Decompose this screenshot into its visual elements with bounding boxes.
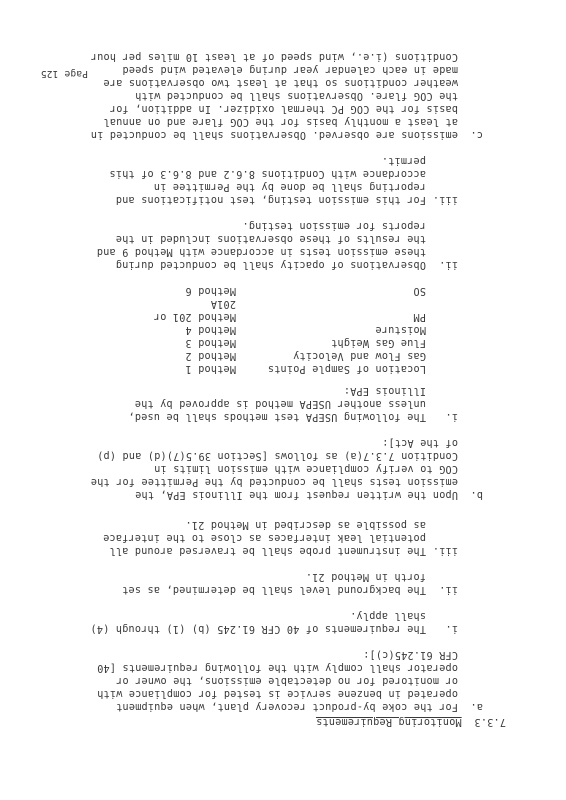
section-7-3-3-heading: 7.3.3 Monitoring Requirements xyxy=(315,716,506,727)
para-b-iii-label: iii. xyxy=(432,194,458,205)
para-b-ii-line: the results of these observations included in the xyxy=(115,233,426,244)
para-b-ii-line: these emission tests in accordance with Method 9 and xyxy=(96,246,426,257)
method-ref: Method 2 xyxy=(185,350,236,361)
para-c-line: basis for the COG PC thermal oxidizer. In addition, for xyxy=(109,103,458,114)
para-a-iii-line: The instrument probe shall be traversed around all xyxy=(109,545,426,556)
para-b-i-line: The following USEPA test methods shall be used, xyxy=(128,411,426,422)
para-c-line: Conditions (i.e., wind speed of at least 10 miles per hour xyxy=(90,51,458,62)
para-b-line: of the Act]: xyxy=(381,437,458,448)
para-a-i-label: i. xyxy=(445,623,458,634)
para-a-ii-label: ii. xyxy=(438,584,458,595)
para-c-line: the COG flare. Observations shall be conducted with xyxy=(134,90,458,101)
para-b-i-line: unless another USEPA method is approved by the xyxy=(134,398,426,409)
para-b-label: b. xyxy=(470,489,483,500)
method-ref: Method 3 xyxy=(185,337,236,348)
method-ref: Method 201 or xyxy=(153,311,236,322)
para-a-ii-line: The background level shall be determined, as set xyxy=(121,584,426,595)
method-item: Location of Sample Points xyxy=(267,363,426,374)
para-b-line: COG to verify compliance with emission limits in xyxy=(153,463,458,474)
para-a-line: CFR 61.245(c)]: xyxy=(362,649,458,660)
para-a-line: or monitored for no detectable emissions, the owner or xyxy=(115,675,458,686)
method-ref: Method 4 xyxy=(185,324,236,335)
para-b-iii-line: accordance with Conditions 8.6.2 and 8.6.3 of this xyxy=(109,168,426,179)
method-ref: 201A xyxy=(210,298,236,309)
para-b-i-label: i. xyxy=(445,411,458,422)
method-ref: Method 1 xyxy=(185,363,236,374)
para-a-label: a. xyxy=(470,701,483,712)
para-b-line: Upon the written request from the Illinois EPA, the xyxy=(134,489,458,500)
para-c-line: emissions are observed. Observations shall be conducted in xyxy=(90,129,458,140)
method-item: PM xyxy=(413,311,426,322)
para-c-line: made in each calendar year during elevated wind speed xyxy=(122,64,458,75)
para-c-line: at least a monthly basis for the COG flare and on annual xyxy=(103,116,458,127)
para-b-i-line: Illinois EPA: xyxy=(343,385,426,396)
method-ref: Method 6 xyxy=(185,285,236,296)
para-b-line: emission tests shall be conducted by the Permittee for the xyxy=(90,476,458,487)
method-item: Flue Gas Weight xyxy=(330,337,426,348)
para-b-iii-line: For this emission testing, test notifications and xyxy=(115,194,426,205)
para-b-ii-label: ii. xyxy=(438,259,458,270)
para-a-iii-line: potential leak interfaces as close to the interface xyxy=(102,532,426,543)
para-a-i-line: shall apply. xyxy=(349,610,426,621)
para-b-iii-line: reporting shall be done by the Permittee in xyxy=(153,181,426,192)
page-number-header: Page 125 xyxy=(40,68,88,79)
para-b-line: Condition 7.3.7(a) as follows [Section 39.5(7)(d) and (p) xyxy=(96,450,458,461)
para-a-ii-line: forth in Method 21. xyxy=(305,571,426,582)
method-item: Gas Flow and Velocity xyxy=(292,350,426,361)
method-item: Moisture xyxy=(375,324,426,335)
para-c-line: weather conditions so that at least two observations are xyxy=(103,77,458,88)
para-a-i-line: The requirements of 40 CFR 61.245 (b) (1) through (4) xyxy=(90,623,426,634)
para-a-iii-line: as possible as described in Method 21. xyxy=(185,519,426,530)
para-b-ii-line: reports for emission testing. xyxy=(242,220,426,231)
para-a-line: operator shall comply with the following requirements [40 xyxy=(96,662,458,673)
method-item: SO xyxy=(413,285,426,296)
para-a-line: For the coke by-product recovery plant, when equipment xyxy=(115,701,458,712)
para-b-ii-line: Observations of opacity shall be conducted during xyxy=(115,259,426,270)
para-b-iii-line: permit. xyxy=(381,155,426,166)
para-c-label: c. xyxy=(470,129,483,140)
para-a-line: operated in benzene service is tested for compliance with xyxy=(96,688,458,699)
para-a-iii-label: iii. xyxy=(432,545,458,556)
